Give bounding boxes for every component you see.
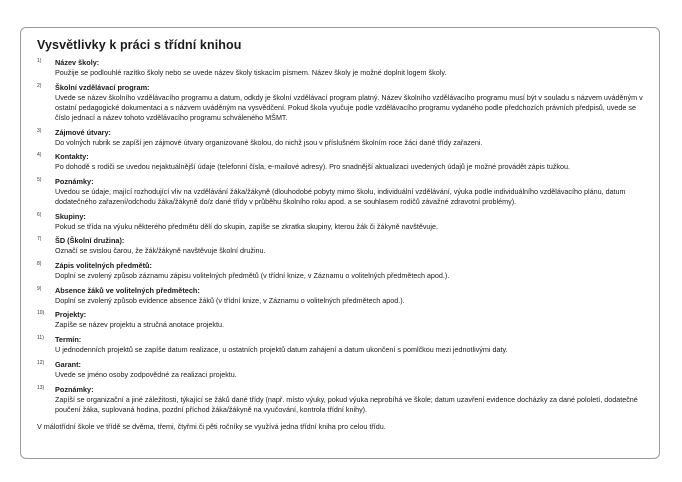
list-item (37, 58, 645, 78)
item-text: Uvede se jméno osoby zodpovědné za realizaci projektu. (55, 369, 237, 379)
item-title: Absence žáků ve volitelných předmětech: (55, 285, 200, 295)
item-number: 1) (37, 58, 42, 64)
item-text: Zapíší se organizační a jiné záležitosti, týkající se žáků dané třídy (např. místo výuky, pokud výuka neprobíhá ve škole; datum uzavření evidence docházky za dané pololetí, dodatečné poučení žáka, suplovaná hodina, pozdní příchod žáka/žákyně na vyučování, kontrola třídní knihy). (55, 394, 638, 414)
item-text: Pokud se třída na výuku některého předmětu dělí do skupin, zapíše se zkratka skupiny, kterou žák či žákyně navštěvuje. (55, 221, 439, 231)
item-number: 13) (37, 384, 45, 391)
item-number: 3) (37, 127, 42, 134)
item-text: Doplní se zvolený způsob evidence absence žáků (v třídní knize, v Záznamu o volitelných předmětech apod.). (55, 295, 405, 305)
item-title: Skupiny: (55, 211, 86, 221)
item-number: 9) (37, 285, 42, 292)
item-title: Zájmové útvary: (55, 127, 111, 137)
item-title: Školní vzdělávací program: (55, 82, 150, 92)
item-title: Termín: (55, 335, 82, 345)
item-number: 8) (37, 261, 42, 268)
item-number: 4) (37, 152, 42, 159)
item-number: 10) (37, 310, 45, 317)
item-text: Označí se svislou čarou, že žák/žákyně navštěvuje školní družinu. (55, 246, 266, 256)
list-item (37, 236, 645, 256)
item-title: Zápis volitelných předmětů: (55, 261, 152, 271)
list-item (37, 335, 645, 355)
item-number: 12) (37, 359, 45, 366)
item-text: Po dohodě s rodiči se uvedou nejaktuálnější údaje (telefonní čísla, e-mailové adresy). Pro snadnější aktualizaci uvedených údajů je možné provádět zápis tužkou. (55, 162, 571, 172)
item-number: 7) (37, 236, 42, 243)
list-item (37, 385, 645, 415)
item-title: ŠD (Školní družina): (55, 236, 125, 246)
item-text: U jednodenních projektů se zapíše datum realizace, u ostatních projektů datum zahájení a datum ukončení s pomlčkou mezi jednotlivými daty. (55, 345, 508, 355)
footer-note: V málotřídní škole ve třídě se dvěma, třemi, čtyřmi či pěti ročníky se využívá jedna třídní kniha pro celou třídu. (37, 421, 386, 431)
item-text: Použije se podlouhlé razítko školy nebo se uvede název školy tiskacím písmem. Název školy je možné doplnit logem školy. (55, 68, 447, 77)
item-title: Kontakty: (55, 152, 89, 162)
list-item (37, 286, 645, 306)
item-title: Poznámky: (55, 384, 94, 394)
item-title: Název školy: (55, 58, 100, 67)
explanations-panel (20, 27, 660, 459)
item-title: Garant: (55, 359, 81, 369)
item-title: Poznámky: (55, 176, 94, 186)
item-number: 6) (37, 211, 42, 218)
list-item (37, 360, 645, 380)
item-number: 5) (37, 176, 42, 183)
item-number: 2) (37, 82, 42, 89)
list-item (37, 128, 645, 148)
item-text: Uvedou se údaje, mající rozhodující vliv na vzdělávání žáka/žákyně (dlouhodobé pobyty mimo školu, individuální vzdělávání, výuka podle individuálního vzdělávacího plánu, datum dodatečného zařazení/odchodu žáka/žákyně do/z dané třídy v průběhu školního roku apod. a se souhlasem rodičů závažné zdravotní problémy). (55, 186, 626, 207)
list-item (37, 261, 645, 281)
list-item (37, 310, 645, 330)
explanations-list (37, 58, 645, 415)
list-item (37, 83, 645, 123)
item-title: Projekty: (55, 310, 87, 320)
list-item (37, 177, 645, 207)
item-text: Zapíše se název projektu a stručná anotace projektu. (55, 320, 225, 330)
list-item (37, 212, 645, 232)
list-item (37, 152, 645, 172)
item-number: 11) (37, 335, 44, 342)
item-text: Uvede se název školního vzdělávacího programu a datum, odkdy je školní vzdělávací program platný. Název školního vzdělávacího programu musí být v souladu s názvem uváděným v ostatní pedagogické dokumentaci a s názvem uváděným na vysvědčení. Pokud škola vyučuje podle vzdělávacího programu vydaného podle předchozích právních předpisů, uvede se číslo jednací a název tohoto vzdělávacího programu schváleného MŠMT. (55, 92, 643, 122)
item-text: Do volných rubrik se zapíší jen zájmové útvary organizované školou, do nichž jsou v příslušném školním roce žáci dané třídy zařazeni. (55, 137, 483, 147)
page-title: Vysvětlivky k práci s třídní knihou (37, 38, 242, 52)
item-text: Doplní se zvolený způsob záznamu zápisu volitelných předmětů (v třídní knize, v Záznamu o volitelných předmětech apod.). (55, 271, 450, 281)
